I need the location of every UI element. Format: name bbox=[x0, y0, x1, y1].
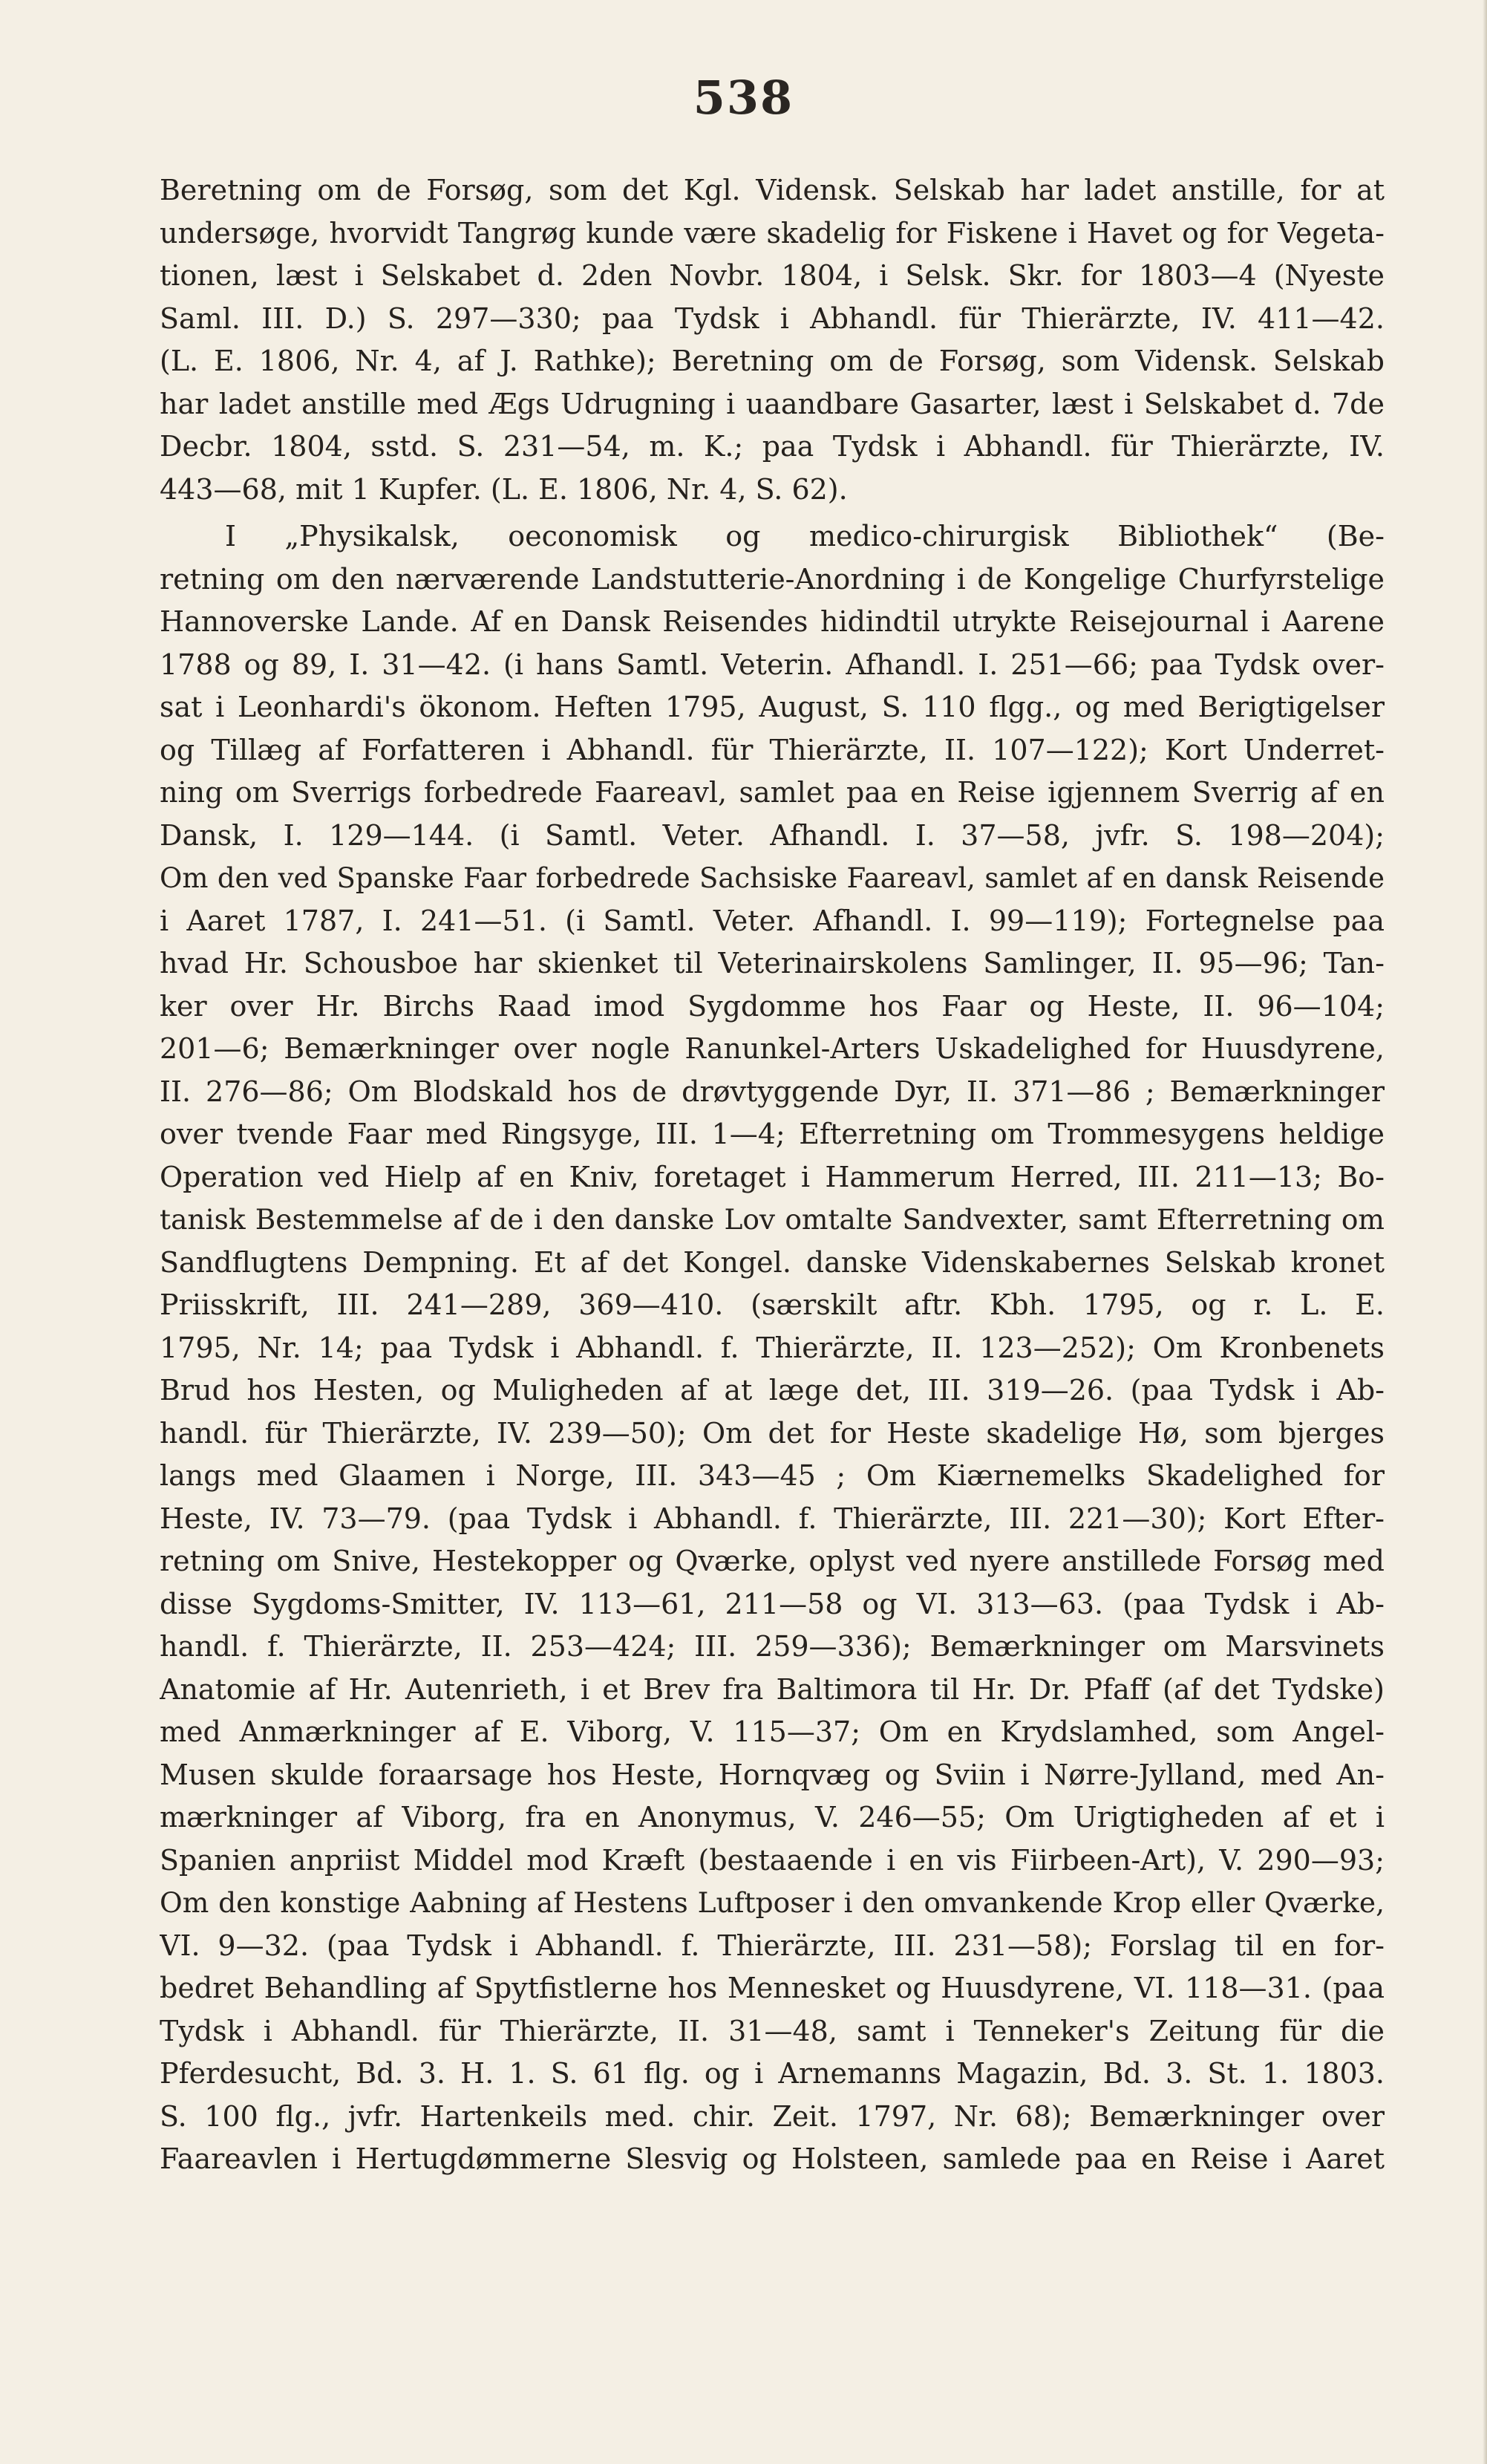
text-line: ker over Hr. Birchs Raad imod Sygdomme hos Faar og Heste, II. 96—104; bbox=[160, 989, 1385, 1023]
paragraph-2 bbox=[160, 515, 1385, 2181]
text-line: handl. f. Thierärzte, II. 253—424; III. 259—336); Bemærkninger om Marsvinets bbox=[160, 1630, 1385, 1663]
text-line: 1788 og 89, I. 31—42. (i hans Samtl. Veterin. Afhandl. I. 251—66; paa Tydsk over- bbox=[160, 648, 1385, 681]
text-line: Brud hos Hesten, og Muligheden af at læge det, III. 319—26. (paa Tydsk i Ab- bbox=[160, 1374, 1385, 1407]
text-line: 443—68, mit 1 Kupfer. (L. E. 1806, Nr. 4, S. 62). bbox=[160, 472, 848, 506]
text-line: Tydsk i Abhandl. für Thierärzte, II. 31—48, samt i Tenneker's Zeitung für die bbox=[160, 2014, 1385, 2047]
body-text bbox=[160, 169, 1385, 2181]
text-line: Decbr. 1804, sstd. S. 231—54, m. K.; paa Tydsk i Abhandl. für Thierärzte, IV. bbox=[160, 430, 1385, 463]
text-line: sat i Leonhardi's ökonom. Heften 1795, August, S. 110 flgg., og med Berigtigelser bbox=[160, 691, 1385, 723]
text-line: Spanien anpriist Middel mod Kræft (bestaaende i en vis Fiirbeen-Art), V. 290—93; bbox=[160, 1843, 1385, 1877]
page-edge-shadow bbox=[1483, 0, 1487, 2464]
text-line: I „Physikalsk, oeconomisk og medico-chirurgisk Bibliothek“ (Be- bbox=[225, 520, 1385, 553]
text-line: Om den ved Spanske Faar forbedrede Sachsiske Faareavl, samlet af en dansk Reisende bbox=[160, 862, 1385, 894]
text-line: Om den konstige Aabning af Hestens Luftposer i den omvankende Krop eller Qværke, bbox=[160, 1886, 1385, 1919]
text-line: i Aaret 1787, I. 241—51. (i Samtl. Veter. Afhandl. I. 99—119); Fortegnelse paa bbox=[160, 904, 1385, 937]
text-line: mærkninger af Viborg, fra en Anonymus, V. 246—55; Om Urigtigheden af et i bbox=[160, 1801, 1385, 1834]
text-line: (L. E. 1806, Nr. 4, af J. Rathke); Beretning om de Forsøg, som Vidensk. Selskab bbox=[160, 345, 1385, 377]
text-line: 201—6; Bemærkninger over nogle Ranunkel-Arters Uskadelighed for Huusdyrene, bbox=[160, 1032, 1385, 1065]
text-line: med Anmærkninger af E. Viborg, V. 115—37; Om en Krydslamhed, som Angel- bbox=[160, 1715, 1385, 1748]
text-line: Sandflugtens Dempning. Et af det Kongel. danske Videnskabernes Selskab kronet bbox=[160, 1245, 1385, 1279]
text-line: undersøge, hvorvidt Tangrøg kunde være skadelig for Fiskene i Havet og for Vegeta- bbox=[160, 216, 1385, 250]
text-line: over tvende Faar med Ringsyge, III. 1—4; Efterretning om Trommesygens heldige bbox=[160, 1118, 1385, 1150]
text-line: Priisskrift, III. 241—289, 369—410. (særskilt aftr. Kbh. 1795, og r. L. E. bbox=[160, 1288, 1385, 1321]
text-line: og Tillæg af Forfatteren i Abhandl. für Thierärzte, II. 107—122); Kort Underret- bbox=[160, 733, 1385, 766]
text-line: retning om Snive, Hestekopper og Qværke, oplyst ved nyere anstillede Forsøg med bbox=[160, 1545, 1385, 1577]
text-line: Saml. III. D.) S. 297—330; paa Tydsk i Abhandl. für Thierärzte, IV. 411—42. bbox=[160, 302, 1385, 335]
text-line: tionen, læst i Selskabet d. 2den Novbr. 1804, i Selsk. Skr. for 1803—4 (Nyeste bbox=[160, 259, 1385, 292]
text-line: Heste, IV. 73—79. (paa Tydsk i Abhandl. f. Thierärzte, III. 221—30); Kort Efter- bbox=[160, 1502, 1385, 1535]
text-line: hvad Hr. Schousboe har skienket til Veterinairskolens Samlinger, II. 95—96; Tan- bbox=[160, 947, 1385, 980]
text-line: handl. für Thierärzte, IV. 239—50); Om det for Heste skadelige Hø, som bjerges bbox=[160, 1416, 1385, 1450]
text-line: Hannoverske Lande. Af en Dansk Reisendes hidindtil utrykte Reisejournal i Aarene bbox=[160, 605, 1385, 638]
text-line: Operation ved Hielp af en Kniv, foretaget i Hammerum Herred, III. 211—13; Bo- bbox=[160, 1160, 1385, 1193]
text-line: tanisk Bestemmelse af de i den danske Lov omtalte Sandvexter, samt Efterretning om bbox=[160, 1203, 1385, 1236]
text-line: langs med Glaamen i Norge, III. 343—45 ; Om Kiærnemelks Skadelighed for bbox=[160, 1459, 1385, 1492]
text-line: Dansk, I. 129—144. (i Samtl. Veter. Afhandl. I. 37—58, jvfr. S. 198—204); bbox=[160, 818, 1385, 852]
text-line: bedret Behandling af Spytfistlerne hos Mennesket og Huusdyrene, VI. 118—31. (paa bbox=[160, 1972, 1385, 2004]
text-line: har ladet anstille med Ægs Udrugning i uaandbare Gasarter, læst i Selskabet d. 7de bbox=[160, 387, 1385, 420]
text-line: S. 100 flg., jvfr. Hartenkeils med. chir. Zeit. 1797, Nr. 68); Bemærkninger over bbox=[160, 2099, 1385, 2133]
text-line: Faareavlen i Hertugdømmerne Slesvig og Holsteen, samlede paa en Reise i Aaret bbox=[160, 2142, 1385, 2175]
text-line: retning om den nærværende Landstutterie-Anordning i de Kongelige Churfyrstelige bbox=[160, 562, 1385, 596]
text-line: Musen skulde foraarsage hos Heste, Hornqvæg og Sviin i Nørre-Jylland, med An- bbox=[160, 1758, 1385, 1791]
paragraph-1 bbox=[160, 169, 1385, 511]
text-line: disse Sygdoms-Smitter, IV. 113—61, 211—58 og VI. 313—63. (paa Tydsk i Ab- bbox=[160, 1587, 1385, 1620]
text-line: Beretning om de Forsøg, som det Kgl. Vidensk. Selskab har ladet anstille, for at bbox=[160, 174, 1385, 206]
text-line: ning om Sverrigs forbedrede Faareavl, samlet paa en Reise igjennem Sverrig af en bbox=[160, 776, 1385, 809]
text-line: II. 276—86; Om Blodskald hos de drøvtyggende Dyr, II. 371—86 ; Bemærkninger bbox=[160, 1075, 1385, 1108]
text-line: VI. 9—32. (paa Tydsk i Abhandl. f. Thierärzte, III. 231—58); Forslag til en for- bbox=[160, 1929, 1385, 1962]
text-line: 1795, Nr. 14; paa Tydsk i Abhandl. f. Thierärzte, II. 123—252); Om Kronbenets bbox=[160, 1331, 1385, 1364]
text-line: Pferdesucht, Bd. 3. H. 1. S. 61 flg. og i Arnemanns Magazin, Bd. 3. St. 1. 1803. bbox=[160, 2057, 1385, 2090]
text-line: Anatomie af Hr. Autenrieth, i et Brev fra Baltimora til Hr. Dr. Pfaff (af det Tydske) bbox=[160, 1672, 1385, 1706]
page-number: 538 bbox=[693, 71, 794, 125]
